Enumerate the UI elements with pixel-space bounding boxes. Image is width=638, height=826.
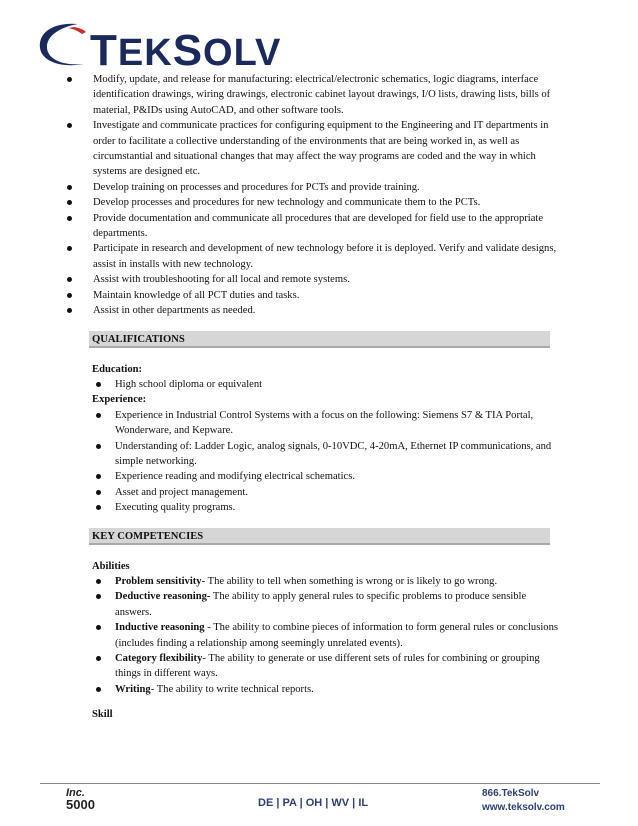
competencies-section <box>89 528 564 723</box>
logo-wordmark: TEKSOLV <box>90 26 282 75</box>
responsibilities-list <box>64 72 564 319</box>
list-item <box>92 651 564 682</box>
qualifications-header: QUALIFICATIONS <box>89 331 550 348</box>
ability-term: Inductive reasoning <box>115 622 205 634</box>
list-item: Experience reading and modifying electrical schematics. <box>92 469 564 484</box>
list-item: Modify, update, and release for manufacturing: electrical/electronic schematics, logic diagrams, interface identification drawings, wiring drawings, electronic cabinet layout drawings, I/O lists, drawing lists, bills of material, P&IDs using AutoCAD, and other software tools. <box>64 72 564 118</box>
ability-text: - The ability to write technical reports. <box>150 683 314 695</box>
list-item: Assist in other departments as needed. <box>64 303 564 318</box>
inc-number: 5000 <box>66 797 95 812</box>
education-list <box>92 377 564 392</box>
list-item: Executing quality programs. <box>92 500 564 515</box>
list-item: Experience in Industrial Control Systems with a focus on the following: Siemens S7 & TIA Portal, Wonderware, and Kepware. <box>92 408 564 439</box>
ability-term: Deductive reasoning- <box>115 591 211 603</box>
footer-states: DE | PA | OH | WV | IL <box>258 797 369 809</box>
experience-list <box>92 408 564 516</box>
experience-label: Experience: <box>92 394 147 406</box>
list-item <box>92 682 564 697</box>
education-label: Education: <box>92 363 143 375</box>
list-item: Asset and project management. <box>92 485 564 500</box>
competencies-header: KEY COMPETENCIES <box>89 528 550 545</box>
ability-term: Category flexibility <box>115 653 203 664</box>
skill-label: Skill <box>92 709 113 721</box>
list-item: Develop processes and procedures for new technology and communicate them to the PCTs. <box>64 195 564 210</box>
list-item <box>92 589 564 620</box>
ability-term: Writing <box>115 683 151 695</box>
list-item: Maintain knowledge of all PCT duties and tasks. <box>64 288 564 303</box>
document-body <box>64 72 564 723</box>
qualifications-section <box>89 331 564 516</box>
abilities-label: Abilities <box>92 560 130 572</box>
abilities-list <box>92 574 564 697</box>
list-item: Participate in research and development of new technology before it is deployed. Verify and validate designs, assist in installs with new technology. <box>64 241 564 272</box>
footer-contact <box>482 787 565 815</box>
footer-website[interactable]: www.teksolv.com <box>482 802 565 813</box>
ability-text: The ability to apply general rules to specific problems to produce sensible answers. <box>115 591 527 618</box>
ability-text: - The ability to generate or use different sets of rules for combining or grouping things in different ways. <box>115 653 540 680</box>
ability-text: The ability to tell when something is wrong or is likely to go wrong. <box>205 575 498 587</box>
list-item: High school diploma or equivalent <box>92 377 564 392</box>
list-item: Provide documentation and communicate all procedures that are developed for field use to the appropriate departments. <box>64 211 564 242</box>
ability-text: - The ability to combine pieces of information to form general rules or conclusions (includes finding a relationship among seemingly unrelated events). <box>115 622 558 649</box>
list-item <box>92 574 564 589</box>
footer-phone: 866.TekSolv <box>482 788 540 799</box>
inc-label: Inc. <box>66 787 85 799</box>
list-item <box>92 620 564 651</box>
teksolv-logo <box>34 18 282 75</box>
list-item: Investigate and communicate practices for configuring equipment to the Engineering and IT departments in order to facilitate a collective understanding of the environments that are being worked in, as well as circumstantial and situational changes that may affect the way programs are coded and the way in which systems are designed etc. <box>64 118 564 180</box>
list-item: Develop training on processes and procedures for PCTs and provide training. <box>64 180 564 195</box>
ability-term: Problem sensitivity- <box>115 575 206 587</box>
footer-divider <box>40 783 600 784</box>
inc-5000-badge <box>66 788 95 810</box>
list-item: Understanding of: Ladder Logic, analog signals, 0-10VDC, 4-20mA, Ethernet IP communications, and simple networking. <box>92 439 564 470</box>
list-item: Assist with troubleshooting for all local and remote systems. <box>64 272 564 287</box>
